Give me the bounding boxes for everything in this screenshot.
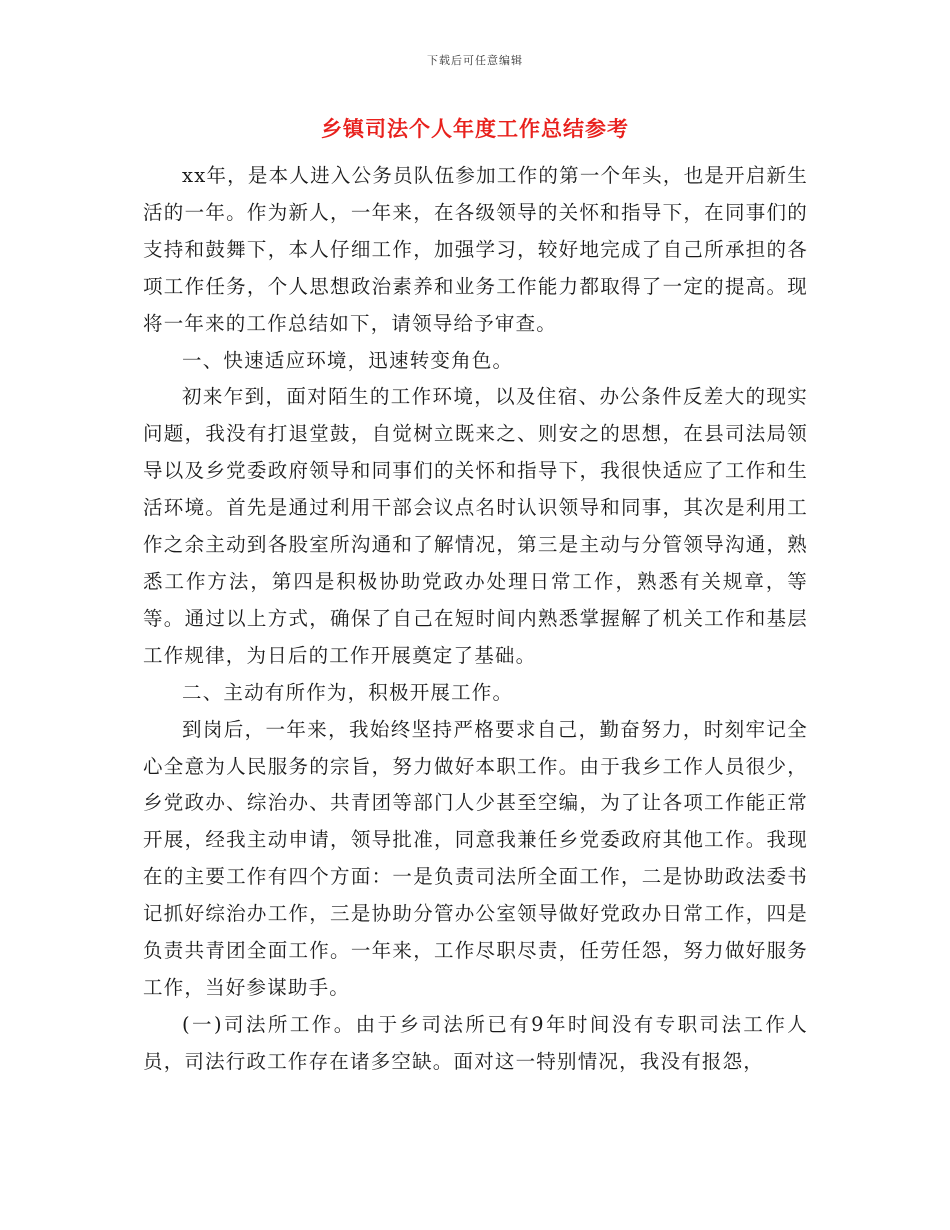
paragraph-section-1: 初来乍到，面对陌生的工作环境，以及住宿、办公条件反差大的现实问题，我没有打退堂鼓，自觉树立既来之、则安之的思想，在县司法局领导以及乡党委政府领导和同事们的关怀和指导下，我很快适应了工作和生活环境。首先是通过利用干部会议点名时认识领导和同事，其次是利用工作之余主动到各股室所沟通和了解情况，第三是主动与分管领导沟通，熟悉工作方法，第四是积极协助党政办处理日常工作，熟悉有关规章，等等。通过以上方式，确保了自己在短时间内熟悉掌握解了机关工作和基层工作规律，为日后的工作开展奠定了基础。 [143,385,808,667]
paragraph-subsection-1: (一)司法所工作。由于乡司法所已有9年时间没有专职司法工作人员，司法行政工作存在诸多空缺。面对这一特别情况，我没有报怨， [143,1012,808,1073]
paragraph-section-2: 到岗后，一年来，我始终坚持严格要求自己，勤奋努力，时刻牢记全心全意为人民服务的宗旨，努力做好本职工作。由于我乡工作人员很少，乡党政办、综治办、共青团等部门人少甚至空编，为了让各项工作能正常开展，经我主动申请，领导批准，同意我兼任乡党委政府其他工作。我现在的主要工作有四个方面：一是负责司法所全面工作，二是协助政法委书记抓好综治办工作，三是协助分管办公室领导做好党政办日常工作，四是负责共青团全面工作。一年来，工作尽职尽责，任劳任怨，努力做好服务工作，当好参谋助手。 [143,717,808,999]
header-note: 下载后可任意编辑 [427,54,523,67]
document-title: 乡镇司法个人年度工作总结参考 [321,116,629,141]
section-heading-1: 一、快速适应环境，迅速转变角色。 [182,348,514,372]
document-body [143,158,808,1081]
paragraph-intro: xx年，是本人进入公务员队伍参加工作的第一个年头，也是开启新生活的一年。作为新人，一年来，在各级领导的关怀和指导下，在同事们的支持和鼓舞下，本人仔细工作，加强学习，较好地完成了自己所承担的各项工作任务，个人思想政治素养和业务工作能力都取得了一定的提高。现将一年来的工作总结如下，请领导给予审查。 [143,164,808,335]
section-heading-2: 二、主动有所作为，积极开展工作。 [182,680,514,704]
